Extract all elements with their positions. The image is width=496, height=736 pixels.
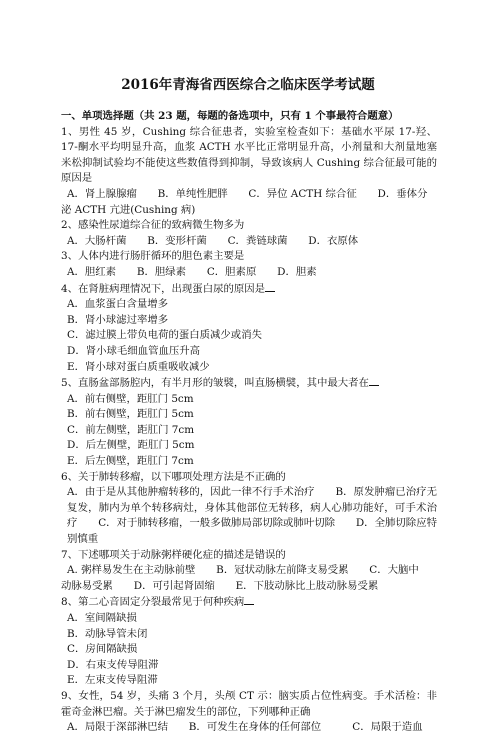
question-6-stem: 6、关于肺转移瘤，以下哪项处理方法是不正确的	[61, 470, 286, 483]
question-5-stem-text: 5、直肠盆部肠腔内，有半月形的皱襞，叫直肠横襞，其中最大者在	[61, 377, 369, 390]
question-5-option: C．前左侧壁，距肛门 7cm	[67, 423, 195, 436]
question-1-options-continued: 泌 ACTH 亢进(Cushing 病)	[61, 203, 196, 216]
question-5-option: A．前右侧壁，距肛门 5cm	[67, 392, 194, 405]
question-3-stem: 3、人体内进行肠肝循环的胆色素主要是	[61, 250, 245, 263]
question-4-option: D．肾小球毛细血管血压升高	[67, 344, 201, 357]
question-1-stem: 1、男性 45 岁，Cushing 综合征患者，实验室检查如下：基础水平尿 17-羟、17-酮水平均明显升高，血浆 ACTH 水平比正常明显升高，小剂量和大剂量地塞米松抑制试验均不能使这些数值得到抑制，导致该病人 Cushing 综合征最可能的原因是	[61, 125, 437, 185]
question-4-stem	[61, 281, 437, 298]
question-8-option: D．右束支传导阻滞	[67, 658, 159, 671]
question-8-stem	[61, 594, 437, 611]
question-7-options: A. 粥样易发生在主动脉前壁 B．冠状动脉左前降支易受累 C．大脑中	[67, 564, 419, 577]
question-1-options: A．肾上腺腺瘤 B．单纯性肥胖 C．异位 ACTH 综合征 D．垂体分	[67, 187, 428, 200]
page-title: 2016年青海省西医综合之临床医学考试题	[121, 77, 375, 93]
question-9-options: A．局限于深部淋巴结 B．可发生在身体的任何部位 C．局限于造血	[67, 721, 423, 734]
question-5-option: D．后左侧壁，距肛门 5cm	[67, 439, 195, 452]
question-9-stem: 9、女性，54 岁，头痛 3 个月，头颅 CT 示：脑实质占位性病变。手术活检：非霍奇金淋巴瘤。关于淋巴瘤发生的部位，下列哪种正确	[61, 689, 437, 718]
question-8-option: E．左束支传导阻滞	[67, 674, 158, 687]
question-4-option: B．肾小球滤过率增多	[67, 313, 169, 326]
question-list	[61, 109, 437, 736]
question-2-options: A．大肠杆菌 B．变形杆菌 C．粪链球菌 D．衣原体	[67, 234, 359, 247]
question-2-stem: 2、感染性尿道综合征的致病微生物多为	[61, 219, 245, 232]
section-heading: 一、单项选择题（共 23 题，每题的备选项中，只有 1 个事最符合题意）	[61, 110, 399, 122]
question-7-stem: 7、下述哪项关于动脉粥样硬化症的描述是错误的	[61, 548, 286, 561]
question-4-option: C．滤过膜上带负电荷的蛋白质减少或消失	[67, 329, 262, 342]
question-8-option: A．室间隔缺损	[67, 612, 137, 624]
question-4-option: E．肾小球对蛋白质重吸收减少	[67, 360, 210, 373]
question-8-stem-text: 8、第二心音固定分裂最常见于何种疾病	[61, 596, 245, 609]
question-7-options-continued: 动脉易受累 D．可引起肾固缩 E．下肢动脉比上肢动脉易受累	[61, 579, 379, 592]
question-5-option: B．前右侧壁，距肛门 5cm	[67, 408, 194, 421]
question-8-option: B．动脉导管未闭	[67, 627, 148, 640]
question-3-options: A．胆红素 B．胆绿素 C．胆素原 D．胆素	[67, 265, 317, 278]
question-6-options: A．由于是从其他肿瘤转移的，因此一律不行手术治疗 B．原发肿瘤已治疗无复发，肺内为单个转移病灶，身体其他部位无转移，病人心肺功能好，可手术治疗 C．对于肺转移瘤，一般多做肺局部切除或肺叶切除 D．全肺切除应特别慎重	[67, 486, 437, 546]
question-4-option: A．血浆蛋白含量增多	[67, 298, 169, 311]
answer-blank	[265, 281, 275, 292]
question-8-option: C．房间隔缺损	[67, 643, 138, 656]
question-5-option: E．后左侧壁，距肛门 7cm	[67, 455, 194, 468]
question-4-stem-text: 4、在肾脏病理情况下，出现蛋白尿的原因是	[61, 282, 266, 295]
answer-blank	[369, 375, 379, 386]
question-5-stem	[61, 375, 437, 392]
answer-blank	[244, 594, 254, 605]
